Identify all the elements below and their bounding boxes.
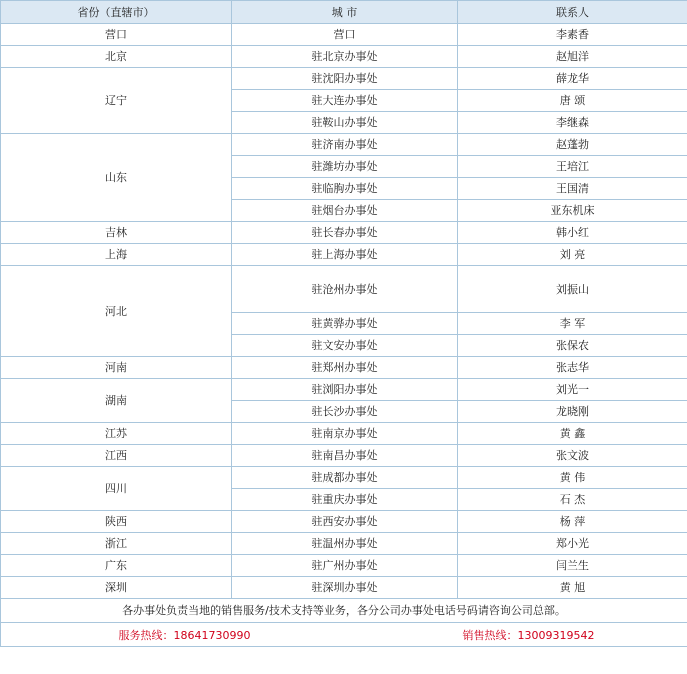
- contact-cell: 唐 颂: [458, 90, 687, 112]
- table-row: [1, 423, 687, 445]
- contact-cell: 石 杰: [458, 489, 687, 511]
- contact-cell: 李 军: [458, 313, 687, 335]
- hotline-row: [1, 623, 687, 647]
- contact-cell: 刘光一: [458, 379, 687, 401]
- table-row: [1, 533, 687, 555]
- province-cell: 河南: [1, 357, 232, 379]
- table-row: [1, 46, 687, 68]
- province-cell: 浙江: [1, 533, 232, 555]
- table-row: [1, 68, 687, 90]
- table-row: [1, 577, 687, 599]
- note-row: [1, 599, 687, 623]
- header-city: 城 市: [232, 1, 458, 24]
- contact-cell: 赵旭洋: [458, 46, 687, 68]
- contact-cell: 杨 萍: [458, 511, 687, 533]
- table-row: [1, 357, 687, 379]
- province-cell: 江苏: [1, 423, 232, 445]
- contact-cell: 李继森: [458, 112, 687, 134]
- province-cell: 吉林: [1, 222, 232, 244]
- city-cell: 驻长沙办事处: [232, 401, 458, 423]
- city-cell: 驻烟台办事处: [232, 200, 458, 222]
- city-cell: 驻深圳办事处: [232, 577, 458, 599]
- city-cell: 营口: [232, 24, 458, 46]
- table-row: [1, 134, 687, 156]
- hotline-cell: [1, 623, 687, 647]
- table-row: [1, 445, 687, 467]
- contact-cell: 龙晓刚: [458, 401, 687, 423]
- city-cell: 驻成都办事处: [232, 467, 458, 489]
- table-row: [1, 222, 687, 244]
- contact-cell: 亚东机床: [458, 200, 687, 222]
- contact-cell: 韩小红: [458, 222, 687, 244]
- contact-cell: 刘 亮: [458, 244, 687, 266]
- contact-cell: 张保农: [458, 335, 687, 357]
- province-cell: 深圳: [1, 577, 232, 599]
- table-row: [1, 266, 687, 313]
- province-cell: 上海: [1, 244, 232, 266]
- province-cell: 江西: [1, 445, 232, 467]
- sales-hotline: 销售热线：13009319542: [462, 628, 595, 642]
- city-cell: 驻西安办事处: [232, 511, 458, 533]
- table-row: [1, 379, 687, 401]
- province-cell: 辽宁: [1, 68, 232, 134]
- note-text: 各办事处负责当地的销售服务/技术支持等业务，各分公司办事处电话号码请咨询公司总部。: [1, 599, 687, 623]
- city-cell: 驻北京办事处: [232, 46, 458, 68]
- contact-cell: 张志华: [458, 357, 687, 379]
- province-cell: 湖南: [1, 379, 232, 423]
- header-contact: 联系人: [458, 1, 687, 24]
- city-cell: 驻沧州办事处: [232, 266, 458, 313]
- table-row: [1, 467, 687, 489]
- city-cell: 驻南京办事处: [232, 423, 458, 445]
- province-cell: 广东: [1, 555, 232, 577]
- table-header-row: [1, 1, 687, 24]
- contact-cell: 张文波: [458, 445, 687, 467]
- contact-cell: 薛龙华: [458, 68, 687, 90]
- province-cell: 山东: [1, 134, 232, 222]
- table-row: [1, 511, 687, 533]
- table-row: [1, 244, 687, 266]
- contact-cell: 李素香: [458, 24, 687, 46]
- contact-cell: 黄 旭: [458, 577, 687, 599]
- city-cell: 驻济南办事处: [232, 134, 458, 156]
- city-cell: 驻郑州办事处: [232, 357, 458, 379]
- city-cell: 驻南昌办事处: [232, 445, 458, 467]
- service-hotline: 服务热线：18641730990: [118, 628, 251, 642]
- contact-cell: 黄 鑫: [458, 423, 687, 445]
- header-province: 省份（直辖市）: [1, 1, 232, 24]
- province-cell: 北京: [1, 46, 232, 68]
- city-cell: 驻临朐办事处: [232, 178, 458, 200]
- city-cell: 驻上海办事处: [232, 244, 458, 266]
- contact-cell: 王培江: [458, 156, 687, 178]
- city-cell: 驻大连办事处: [232, 90, 458, 112]
- province-cell: 陕西: [1, 511, 232, 533]
- province-cell: 河北: [1, 266, 232, 357]
- city-cell: 驻长春办事处: [232, 222, 458, 244]
- city-cell: 驻温州办事处: [232, 533, 458, 555]
- contact-cell: 赵蓬勃: [458, 134, 687, 156]
- city-cell: 驻沈阳办事处: [232, 68, 458, 90]
- city-cell: 驻浏阳办事处: [232, 379, 458, 401]
- contact-cell: 王国清: [458, 178, 687, 200]
- city-cell: 驻鞍山办事处: [232, 112, 458, 134]
- table-row: [1, 24, 687, 46]
- contact-cell: 刘振山: [458, 266, 687, 313]
- contact-cell: 闫兰生: [458, 555, 687, 577]
- contact-cell: 黄 伟: [458, 467, 687, 489]
- city-cell: 驻文安办事处: [232, 335, 458, 357]
- city-cell: 驻潍坊办事处: [232, 156, 458, 178]
- province-cell: 四川: [1, 467, 232, 511]
- table-row: [1, 555, 687, 577]
- city-cell: 驻黄骅办事处: [232, 313, 458, 335]
- city-cell: 驻广州办事处: [232, 555, 458, 577]
- contact-cell: 郑小光: [458, 533, 687, 555]
- city-cell: 驻重庆办事处: [232, 489, 458, 511]
- province-cell: 营口: [1, 24, 232, 46]
